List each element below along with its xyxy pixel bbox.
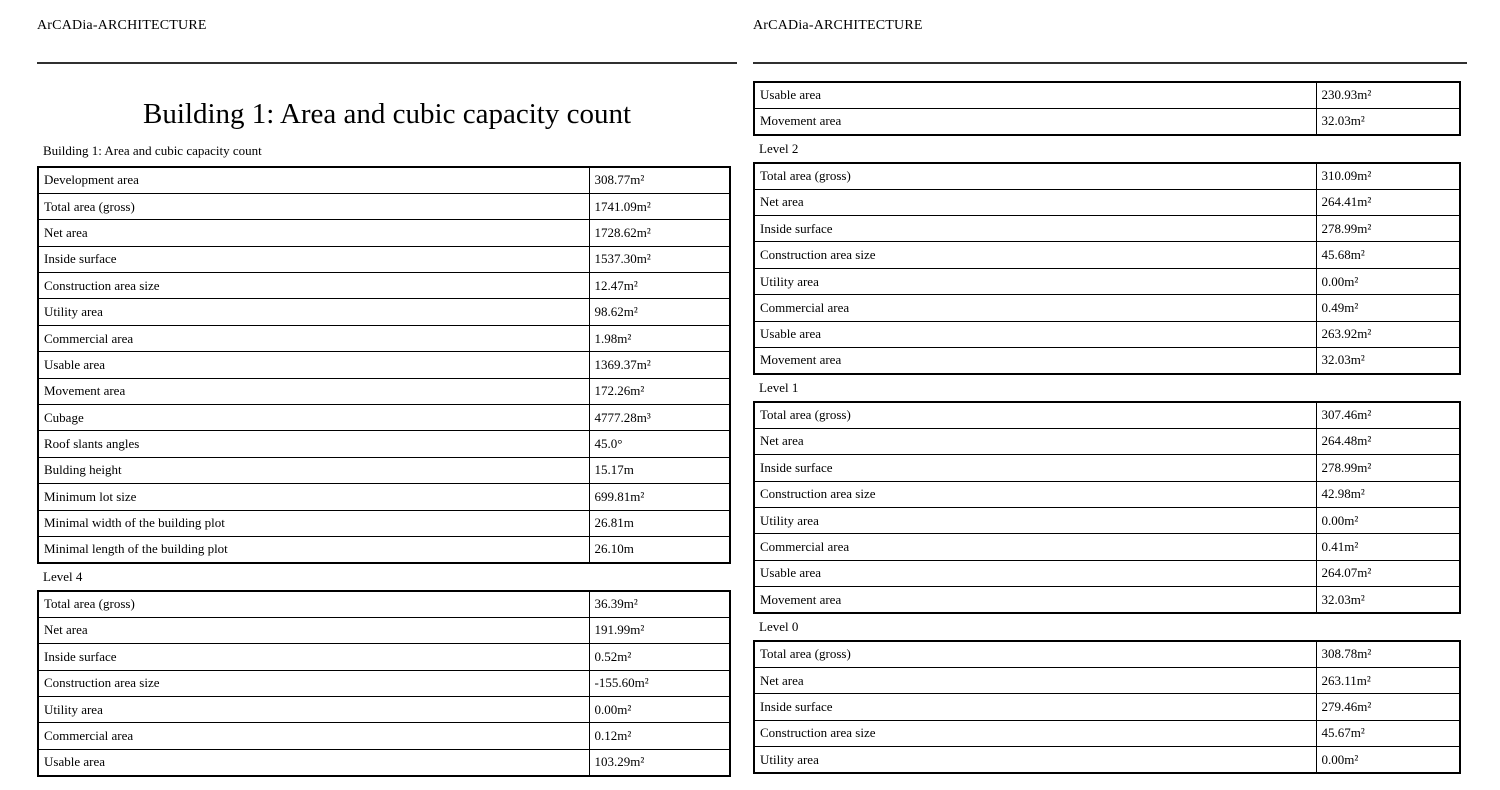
metric-value-cell: 172.26m² — [589, 378, 730, 404]
metric-label-cell: Inside surface — [38, 246, 589, 272]
metric-value-cell: 1369.37m² — [589, 352, 730, 378]
metric-value-cell: 278.99m² — [1316, 455, 1460, 481]
table-row — [38, 457, 730, 483]
metric-label-cell: Construction area size — [38, 670, 589, 696]
metric-label-cell: Total area (gross) — [754, 641, 1316, 667]
table-row — [38, 352, 730, 378]
table-row — [754, 163, 1460, 189]
metric-value-cell: 32.03m² — [1316, 108, 1460, 134]
metric-label-cell: Movement area — [754, 348, 1316, 374]
metric-value-cell: 264.48m² — [1316, 428, 1460, 454]
table-row — [754, 189, 1460, 215]
metric-label-cell: Commercial area — [754, 295, 1316, 321]
metric-value-cell: 45.68m² — [1316, 242, 1460, 268]
metric-value-cell: 264.07m² — [1316, 560, 1460, 586]
level-heading: Level 0 — [759, 619, 799, 635]
metric-value-cell: 191.99m² — [589, 617, 730, 643]
metric-value-cell: 263.92m² — [1316, 321, 1460, 347]
table-row — [38, 510, 730, 536]
metric-value-cell: 279.46m² — [1316, 694, 1460, 720]
metric-label-cell: Utility area — [754, 507, 1316, 533]
metric-label-cell: Movement area — [38, 378, 589, 404]
table-row — [38, 378, 730, 404]
metric-value-cell: 1741.09m² — [589, 193, 730, 219]
metric-label-cell: Movement area — [754, 587, 1316, 613]
metric-value-cell: -155.60m² — [589, 670, 730, 696]
metric-label-cell: Usable area — [754, 82, 1316, 108]
metric-value-cell: 308.77m² — [589, 167, 730, 193]
page2-sections — [753, 81, 1467, 774]
table-row — [754, 720, 1460, 746]
table-row — [754, 507, 1460, 533]
metric-value-cell: 0.00m² — [1316, 747, 1460, 773]
metric-label-cell: Commercial area — [754, 534, 1316, 560]
level-heading: Level 4 — [43, 568, 83, 584]
metric-label-cell: Construction area size — [754, 720, 1316, 746]
metric-label-cell: Net area — [38, 220, 589, 246]
app-header-text: ArCADia-ARCHITECTURE — [37, 18, 207, 33]
metric-value-cell: 0.00m² — [589, 696, 730, 722]
metric-label-cell: Cubage — [38, 405, 589, 431]
metric-value-cell: 308.78m² — [1316, 641, 1460, 667]
metric-value-cell: 0.52m² — [589, 644, 730, 670]
metric-value-cell: 98.62m² — [589, 299, 730, 325]
metric-label-cell: Utility area — [38, 299, 589, 325]
metric-value-cell: 230.93m² — [1316, 82, 1460, 108]
metric-label-cell: Utility area — [754, 747, 1316, 773]
metric-value-cell: 12.47m² — [589, 273, 730, 299]
table-row — [38, 670, 730, 696]
metric-value-cell: 1728.62m² — [589, 220, 730, 246]
metric-label-cell: Total area (gross) — [38, 591, 589, 617]
metric-value-cell: 103.29m² — [589, 749, 730, 775]
metric-label-cell: Net area — [754, 667, 1316, 693]
table-row — [754, 560, 1460, 586]
metric-value-cell: 26.10m — [589, 536, 730, 562]
metric-label-cell: Utility area — [754, 268, 1316, 294]
metric-value-cell: 699.81m² — [589, 484, 730, 510]
area-table — [753, 401, 1461, 614]
table-row — [38, 644, 730, 670]
table-row — [38, 696, 730, 722]
metric-label-cell: Commercial area — [38, 325, 589, 351]
report-title: Building 1: Area and cubic capacity count — [142, 98, 631, 130]
area-table — [753, 640, 1461, 774]
metric-value-cell: 0.49m² — [1316, 295, 1460, 321]
level-heading: Level 2 — [759, 140, 799, 156]
metric-value-cell: 1.98m² — [589, 325, 730, 351]
metric-label-cell: Net area — [754, 189, 1316, 215]
metric-label-cell: Total area (gross) — [754, 402, 1316, 428]
metric-label-cell: Net area — [754, 428, 1316, 454]
metric-value-cell: 0.41m² — [1316, 534, 1460, 560]
metric-value-cell: 26.81m — [589, 510, 730, 536]
table-row — [38, 273, 730, 299]
metric-label-cell: Usable area — [38, 749, 589, 775]
table-row — [38, 405, 730, 431]
metric-value-cell: 42.98m² — [1316, 481, 1460, 507]
header-divider-line — [37, 62, 737, 64]
table-row — [754, 641, 1460, 667]
table-row — [754, 747, 1460, 773]
table-row — [38, 536, 730, 562]
table-row — [754, 402, 1460, 428]
metric-label-cell: Total area (gross) — [38, 193, 589, 219]
metric-label-cell: Construction area size — [38, 273, 589, 299]
level-heading: Level 1 — [759, 379, 799, 395]
metric-value-cell: 310.09m² — [1316, 163, 1460, 189]
metric-label-cell: Minimal length of the building plot — [38, 536, 589, 562]
table-row — [754, 82, 1460, 108]
table-row — [754, 481, 1460, 507]
metric-label-cell: Minimum lot size — [38, 484, 589, 510]
metric-value-cell: 0.00m² — [1316, 268, 1460, 294]
metric-label-cell: Utility area — [38, 696, 589, 722]
metric-label-cell: Development area — [38, 167, 589, 193]
table-row — [38, 484, 730, 510]
metric-label-cell: Commercial area — [38, 723, 589, 749]
table-row — [754, 455, 1460, 481]
area-table — [753, 81, 1461, 136]
metric-value-cell: 278.99m² — [1316, 216, 1460, 242]
metric-label-cell: Construction area size — [754, 481, 1316, 507]
metric-label-cell: Inside surface — [754, 455, 1316, 481]
table-row — [38, 617, 730, 643]
metric-label-cell: Bulding height — [38, 457, 589, 483]
table-row — [754, 348, 1460, 374]
metric-label-cell: Construction area size — [754, 242, 1316, 268]
table-row — [38, 220, 730, 246]
area-table — [37, 166, 731, 564]
metric-label-cell: Movement area — [754, 108, 1316, 134]
header-divider-line — [753, 62, 1467, 64]
metric-value-cell: 264.41m² — [1316, 189, 1460, 215]
table-row — [38, 325, 730, 351]
table-row — [754, 534, 1460, 560]
metric-value-cell: 4777.28m³ — [589, 405, 730, 431]
metric-label-cell: Roof slants angles — [38, 431, 589, 457]
area-table — [37, 590, 731, 777]
table-caption: Building 1: Area and cubic capacity count — [43, 143, 262, 158]
metric-value-cell: 307.46m² — [1316, 402, 1460, 428]
metric-value-cell: 263.11m² — [1316, 667, 1460, 693]
metric-label-cell: Net area — [38, 617, 589, 643]
metric-value-cell: 0.12m² — [589, 723, 730, 749]
table-row — [754, 428, 1460, 454]
metric-label-cell: Usable area — [754, 560, 1316, 586]
table-row — [754, 295, 1460, 321]
table-row — [38, 749, 730, 775]
area-table — [753, 162, 1461, 375]
table-row — [754, 108, 1460, 134]
document-page-2 — [753, 0, 1467, 774]
metric-label-cell: Total area (gross) — [754, 163, 1316, 189]
app-header-text: ArCADia-ARCHITECTURE — [753, 18, 923, 33]
table-row — [754, 242, 1460, 268]
metric-label-cell: Inside surface — [38, 644, 589, 670]
metric-label-cell: Usable area — [38, 352, 589, 378]
table-row — [38, 167, 730, 193]
table-row — [754, 694, 1460, 720]
table-row — [38, 431, 730, 457]
metric-value-cell: 32.03m² — [1316, 587, 1460, 613]
table-row — [38, 723, 730, 749]
table-row — [38, 299, 730, 325]
metric-label-cell: Inside surface — [754, 694, 1316, 720]
metric-value-cell: 32.03m² — [1316, 348, 1460, 374]
metric-value-cell: 45.0° — [589, 431, 730, 457]
metric-label-cell: Inside surface — [754, 216, 1316, 242]
metric-label-cell: Usable area — [754, 321, 1316, 347]
metric-value-cell: 36.39m² — [589, 591, 730, 617]
table-row — [754, 268, 1460, 294]
metric-value-cell: 0.00m² — [1316, 507, 1460, 533]
document-page-1 — [37, 0, 737, 777]
page1-sections — [37, 166, 737, 777]
table-row — [38, 591, 730, 617]
table-row — [38, 246, 730, 272]
table-row — [754, 587, 1460, 613]
table-row — [754, 321, 1460, 347]
metric-label-cell: Minimal width of the building plot — [38, 510, 589, 536]
metric-value-cell: 15.17m — [589, 457, 730, 483]
table-row — [754, 667, 1460, 693]
table-row — [38, 193, 730, 219]
table-row — [754, 216, 1460, 242]
metric-value-cell: 1537.30m² — [589, 246, 730, 272]
metric-value-cell: 45.67m² — [1316, 720, 1460, 746]
